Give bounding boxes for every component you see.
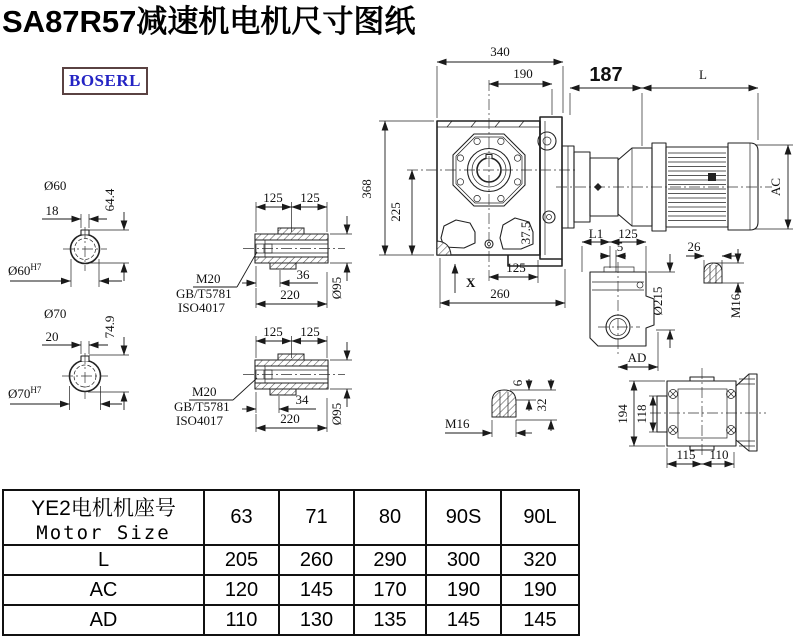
table-cell: 290 bbox=[354, 545, 426, 575]
row-label-AC: AC bbox=[3, 575, 204, 605]
table-col-90l: 90L bbox=[501, 490, 579, 545]
dim-32: 32 bbox=[534, 398, 549, 412]
hub-bore-70-view bbox=[8, 306, 129, 410]
table-cell: 320 bbox=[501, 545, 579, 575]
gearbox-top-view bbox=[615, 368, 766, 468]
dim-187: 187 bbox=[589, 64, 623, 86]
dim-260: 260 bbox=[490, 286, 510, 301]
shaft-b-half1: 125 bbox=[263, 324, 283, 339]
dim-190: 190 bbox=[513, 66, 533, 81]
table-header-en: Motor Size bbox=[36, 521, 171, 544]
dim-125-side: 125 bbox=[618, 226, 638, 241]
key-detail-right bbox=[686, 239, 744, 318]
table-col-80: 80 bbox=[354, 490, 426, 545]
shaft-a-dia: Ø95 bbox=[329, 276, 344, 300]
gearbox-front-view bbox=[359, 44, 578, 308]
table-cell: 190 bbox=[426, 575, 501, 605]
motor-size-table bbox=[2, 489, 580, 636]
dim-x-mark: X bbox=[466, 275, 476, 290]
table-row-L bbox=[3, 545, 579, 575]
dim-215: Ø215 bbox=[650, 286, 665, 316]
table-cell: 120 bbox=[204, 575, 279, 605]
boserl-logo-text: BOSERL bbox=[69, 71, 141, 90]
shaft-b-length: 220 bbox=[280, 411, 300, 426]
dim-M16-bottom: M16 bbox=[445, 416, 470, 431]
table-cell: 145 bbox=[279, 575, 354, 605]
shaft-a-std1: GB/T5781 bbox=[176, 286, 232, 301]
table-row-AC bbox=[3, 575, 579, 605]
hub60-bore-callout: $Ø60^{H7}$ bbox=[8, 262, 42, 278]
dim-motor-AC: AC bbox=[768, 177, 783, 197]
dim-340: 340 bbox=[490, 44, 510, 59]
reducer-side-view bbox=[582, 226, 675, 371]
shaft-b-std1: GB/T5781 bbox=[174, 399, 230, 414]
table-cell: 110 bbox=[204, 605, 279, 635]
dim-194: 194 bbox=[615, 404, 630, 424]
table-col-90s: 90S bbox=[426, 490, 501, 545]
table-row-AD bbox=[3, 605, 579, 635]
shaft-a-key-len: 36 bbox=[296, 267, 310, 282]
motor-side-view bbox=[556, 64, 793, 231]
table-cell: 300 bbox=[426, 545, 501, 575]
table-cell: 145 bbox=[501, 605, 579, 635]
dim-motor-L: L bbox=[699, 67, 707, 82]
table-cell: 190 bbox=[501, 575, 579, 605]
shaft-b-dia: Ø95 bbox=[329, 402, 344, 426]
table-cell: 205 bbox=[204, 545, 279, 575]
dim-5: 5 bbox=[616, 239, 624, 254]
table-cell: 130 bbox=[279, 605, 354, 635]
dim-110: 110 bbox=[709, 447, 729, 462]
table-cell: 135 bbox=[354, 605, 426, 635]
dim-125-bottom: 125 bbox=[506, 260, 526, 275]
shaft-a-std2: ISO4017 bbox=[178, 300, 225, 315]
hub70-height: 74.9 bbox=[102, 315, 117, 339]
shaft-a-half1: 125 bbox=[263, 190, 283, 205]
table-cell: 170 bbox=[354, 575, 426, 605]
shaft-b-bolt: M20 bbox=[192, 384, 217, 399]
hub-bore-60-view bbox=[8, 178, 129, 287]
table-col-71: 71 bbox=[279, 490, 354, 545]
row-label-AD: AD bbox=[3, 605, 204, 635]
dim-118: 118 bbox=[634, 404, 649, 424]
row-label-L: L bbox=[3, 545, 204, 575]
dim-6: 6 bbox=[510, 379, 525, 387]
dim-L1: L1 bbox=[588, 226, 604, 241]
dim-115: 115 bbox=[676, 447, 696, 462]
hollow-shaft-b-view bbox=[174, 324, 352, 432]
dim-M16-right: M16 bbox=[728, 293, 743, 319]
hub70-label: Ø70 bbox=[44, 306, 67, 321]
hollow-shaft-a-view bbox=[176, 190, 352, 315]
hub60-height: 64.4 bbox=[102, 188, 117, 212]
shaft-b-half2: 125 bbox=[300, 324, 320, 339]
hub70-key-width: 20 bbox=[45, 329, 59, 344]
table-cell: 260 bbox=[279, 545, 354, 575]
dim-rib-37-5: 37.5 bbox=[518, 221, 533, 245]
shaft-b-std2: ISO4017 bbox=[176, 413, 223, 428]
hub70-bore-callout: $Ø70^{H7}$ bbox=[8, 385, 42, 401]
dim-225: 225 bbox=[388, 202, 403, 222]
page-title: SA87R57减速机电机尺寸图纸 bbox=[2, 4, 416, 39]
boserl-logo bbox=[62, 67, 148, 95]
hub60-key-width: 18 bbox=[45, 203, 59, 218]
table-col-63: 63 bbox=[204, 490, 279, 545]
shaft-b-key-len: 34 bbox=[295, 392, 309, 407]
shaft-a-bolt: M20 bbox=[196, 271, 221, 286]
dim-AD: AD bbox=[627, 350, 647, 365]
dim-368: 368 bbox=[359, 179, 374, 199]
table-header-cell bbox=[3, 490, 204, 545]
table-cell: 145 bbox=[426, 605, 501, 635]
dim-26: 26 bbox=[687, 239, 701, 254]
hub60-label: Ø60 bbox=[44, 178, 67, 193]
table-header-cn: YE2电机机座号 bbox=[31, 496, 176, 520]
key-detail-bottom bbox=[445, 379, 557, 437]
shaft-a-half2: 125 bbox=[300, 190, 320, 205]
shaft-a-length: 220 bbox=[280, 287, 300, 302]
